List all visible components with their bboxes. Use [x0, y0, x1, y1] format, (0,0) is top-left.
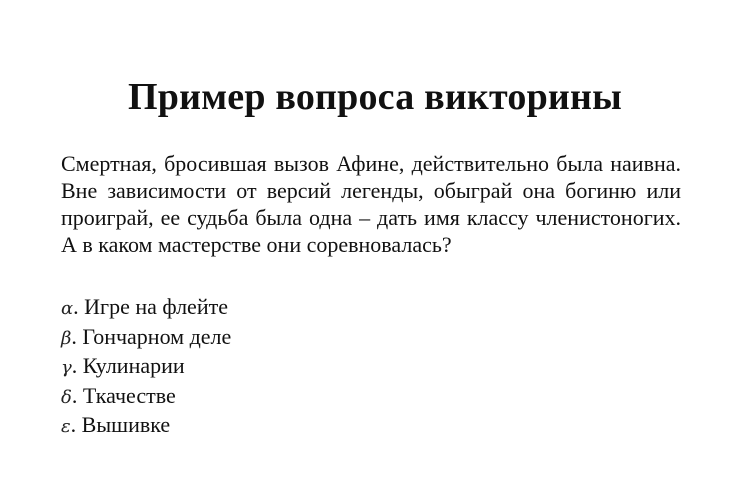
- option-marker-alpha: α: [61, 298, 74, 319]
- answer-option-delta: δ. Ткачестве: [61, 382, 176, 408]
- option-marker-gamma: γ: [61, 357, 72, 378]
- option-text-epsilon: Вышивке: [81, 412, 171, 437]
- option-marker-delta: δ: [61, 386, 72, 408]
- answer-options-list: [61, 293, 681, 441]
- option-text-delta: Ткачестве: [82, 382, 176, 408]
- option-text-alpha: Игре на флейте: [84, 294, 228, 319]
- page-title: Пример вопроса викторины: [128, 76, 622, 119]
- option-text-gamma: Кулинарии: [82, 353, 185, 378]
- answer-option-beta: β. Гончарном деле: [61, 323, 232, 349]
- answer-option-epsilon: ε. Вышивке: [61, 412, 171, 437]
- option-text-beta: Гончарном деле: [82, 323, 232, 349]
- option-marker-epsilon: ε: [61, 416, 71, 437]
- answer-option-alpha: α. Игре на флейте: [61, 294, 228, 319]
- question-text: Смертная, бросившая вызов Афине, действительно была наивна. Вне зависимости от версий легенды, обыграй она богиню или проиграй, ее судьба была одна – дать имя классу членистоногих. А в каком мастерстве они соревновалась?: [61, 151, 681, 257]
- answer-option-gamma: γ. Кулинарии: [61, 353, 185, 378]
- option-marker-beta: β: [61, 327, 72, 349]
